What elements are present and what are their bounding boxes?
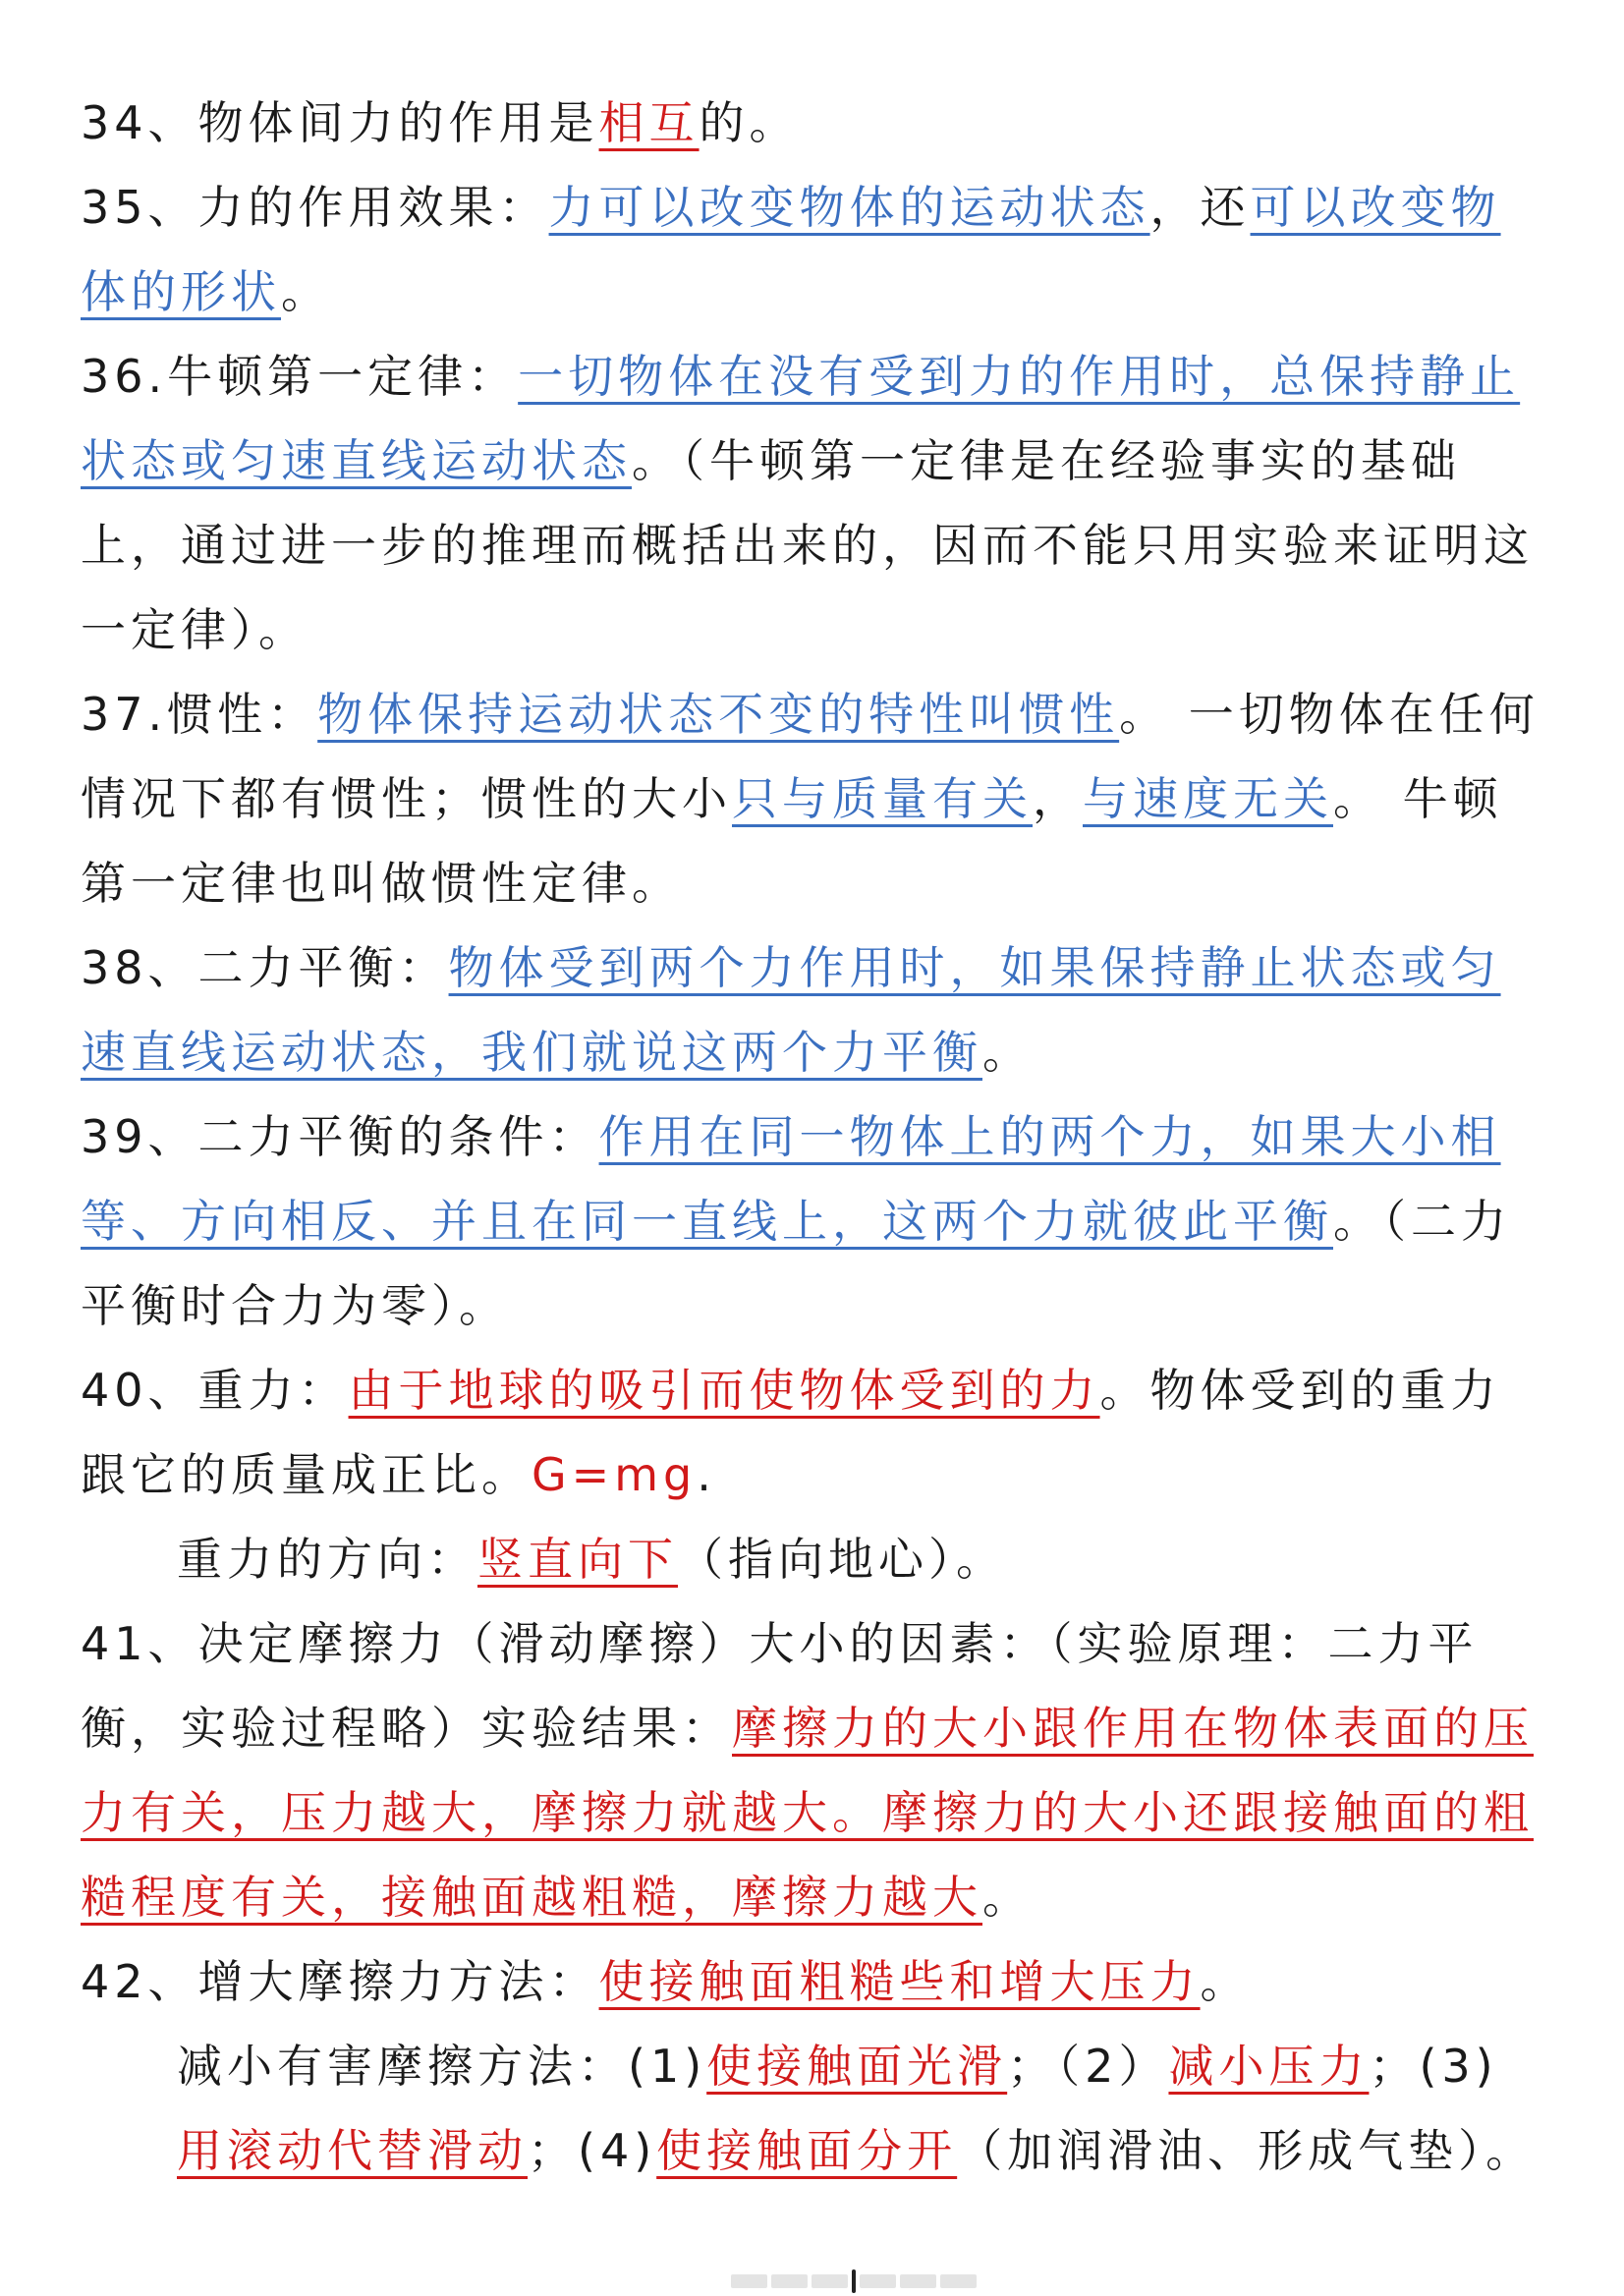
note-text: 。（牛顿第一定律是在经验事实的基础上，通过进一步的推理而概括出来的，因而不能只用实验来证明这一定律）。 (81, 434, 1534, 656)
note-highlight: 使接触面光滑 (706, 2040, 1008, 2093)
note-text: （指向地心）。 (678, 1533, 1006, 1586)
note-item (81, 2024, 1545, 2193)
note-text: ；（2） (1007, 2040, 1169, 2093)
note-highlight: 可以改变物体的形状 (81, 181, 1501, 318)
note-text: 。 (982, 1871, 1033, 1924)
note-text: 。 一切物体在任何情况下都有惯性；惯性的大小 (81, 688, 1540, 825)
note-highlight: 摩擦力的大小跟作用在物体表面的压力有关，压力越大，摩擦力就越大。摩擦力的大小还跟接触面的粗糙程度有关，接触面越粗糙，摩擦力越大 (81, 1702, 1534, 1924)
note-highlight: 使接触面分开 (656, 2124, 958, 2177)
note-highlight: 作用在同一物体上的两个力，如果大小相等、方向相反、并且在同一直线上，这两个力就彼此平衡 (81, 1110, 1501, 1248)
note-item (81, 1348, 1545, 1517)
note-item (81, 672, 1545, 925)
note-item (81, 1601, 1545, 1939)
note-text: . (697, 1448, 716, 1501)
note-highlight: 使接触面粗糙些和增大压力 (598, 1955, 1201, 2008)
note-text: 。 (281, 265, 331, 318)
note-text: 37.惯性： (81, 688, 318, 741)
note-text: 39、二力平衡的条件： (81, 1110, 599, 1163)
note-text: 。 (1200, 1955, 1251, 2008)
note-text: 42、增大摩擦力方法： (81, 1955, 599, 2008)
note-text: 减小有害摩擦方法：(1) (177, 2040, 707, 2093)
note-text: 。 牛顿第一定律也叫做惯性定律。 (81, 772, 1503, 910)
note-text: ， (1033, 772, 1083, 825)
note-text: ；(4) (528, 2124, 657, 2177)
note-item (81, 334, 1545, 672)
note-highlight: 只与质量有关 (732, 772, 1033, 825)
note-text: 。 (982, 1026, 1033, 1079)
note-text: 的。 (699, 96, 800, 149)
note-highlight: 用滚动代替滑动 (177, 2124, 528, 2177)
note-item (81, 165, 1545, 334)
note-text: 34、物体间力的作用是 (81, 96, 599, 149)
note-highlight: 一切物体在没有受到力的作用时，总保持静止状态或匀速直线运动状态 (81, 350, 1521, 487)
note-highlight: 与速度无关 (1083, 772, 1333, 825)
note-item (81, 1939, 1545, 2024)
note-text: 。（二力平衡时合力为零）。 (81, 1195, 1511, 1332)
note-highlight: 相互 (598, 96, 700, 149)
note-text: （加润滑油、形成气垫）。 (957, 2124, 1537, 2177)
note-text: 重力的方向： (177, 1533, 477, 1586)
note-text: 38、二力平衡： (81, 941, 449, 994)
note-highlight: 物体受到两个力作用时，如果保持静止状态或匀速直线运动状态，我们就说这两个力平衡 (81, 941, 1501, 1079)
note-text: 。物体受到的重力跟它的质量成正比。 (81, 1364, 1501, 1501)
note-text: 40、重力： (81, 1364, 349, 1417)
note-item (81, 925, 1545, 1094)
note-highlight: 物体保持运动状态不变的特性叫惯性 (317, 688, 1120, 741)
note-text: 35、力的作用效果： (81, 181, 549, 234)
note-highlight: 减小压力 (1168, 2040, 1370, 2093)
note-text: ，还 (1149, 181, 1251, 234)
note-text: 36.牛顿第一定律： (81, 350, 519, 403)
note-highlight: 力可以改变物体的运动状态 (548, 181, 1150, 234)
note-highlight: 竖直向下 (477, 1533, 678, 1586)
note-item (81, 1094, 1545, 1348)
note-text: ；(3) (1369, 2040, 1498, 2093)
note-item (81, 81, 1545, 165)
note-highlight: 由于地球的吸引而使物体受到的力 (348, 1364, 1100, 1417)
note-text: 41、决定摩擦力（滑动摩擦）大小的因素：（实验原理：二力平衡，实验过程略）实验结果： (81, 1617, 1479, 1755)
notes-list (81, 81, 1545, 2193)
watermark-bar (731, 2272, 977, 2290)
note-item (81, 1517, 1545, 1601)
note-highlight: G=mg (532, 1448, 698, 1501)
